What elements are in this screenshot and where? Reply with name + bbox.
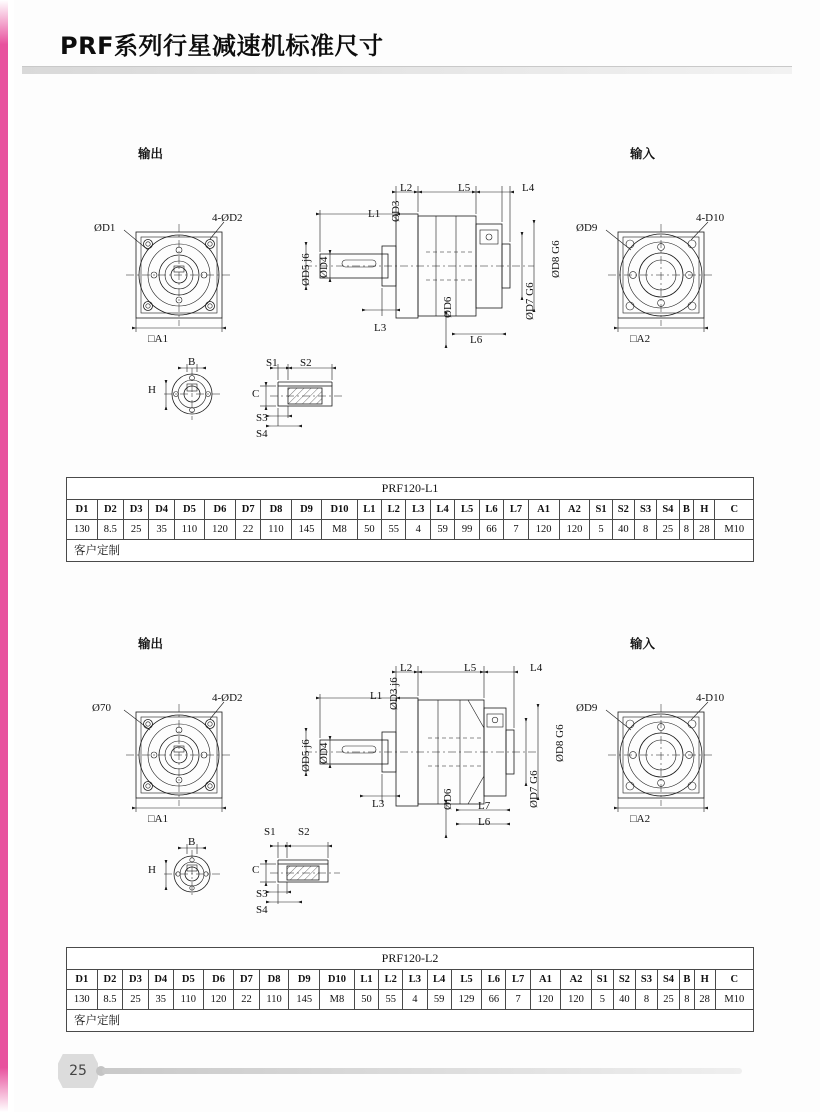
col-header: D1 xyxy=(67,970,98,990)
table-note: 客户定制 xyxy=(67,540,754,562)
figure-bottom xyxy=(60,620,760,940)
col-header: D9 xyxy=(291,500,322,520)
col-header: D4 xyxy=(148,970,173,990)
cell: 5 xyxy=(591,990,613,1010)
figure-bottom-label-l5: L5 xyxy=(464,662,477,674)
cell: 120 xyxy=(205,520,236,540)
figure-top-label-l1: L1 xyxy=(368,208,381,220)
cell: 8 xyxy=(634,520,656,540)
table-note: 客户定制 xyxy=(67,1010,754,1032)
cell: 35 xyxy=(148,990,173,1010)
cell: 120 xyxy=(530,990,561,1010)
cell: 120 xyxy=(528,520,559,540)
figure-top-label-d6: ØD6 xyxy=(442,296,454,318)
figure-top-label-4-d2: 4-ØD2 xyxy=(212,212,243,224)
figure-top-label-l2: L2 xyxy=(400,182,413,194)
table-title: PRF120-L1 xyxy=(67,478,754,500)
col-header: C xyxy=(715,970,753,990)
cell: 4 xyxy=(403,990,427,1010)
figure-bottom-label-l3: L3 xyxy=(372,798,385,810)
figure-top-label-l4: L4 xyxy=(522,182,535,194)
figure-bottom-output-label: 输出 xyxy=(138,636,164,651)
figure-top-right-view xyxy=(590,220,730,340)
cell: 7 xyxy=(506,990,530,1010)
cell: M8 xyxy=(320,990,355,1010)
col-header: L7 xyxy=(504,500,528,520)
col-header: S1 xyxy=(590,500,612,520)
figure-top-detail-bh xyxy=(156,362,230,420)
col-header: D10 xyxy=(322,500,357,520)
figure-top-label-c: C xyxy=(252,388,260,400)
cell: 8.5 xyxy=(97,990,123,1010)
cell: 40 xyxy=(612,520,634,540)
col-header: D10 xyxy=(320,970,355,990)
figure-top-label-s1: S1 xyxy=(266,357,278,369)
cell: 110 xyxy=(174,520,204,540)
figure-top-label-l5: L5 xyxy=(458,182,471,194)
cell: 66 xyxy=(479,520,503,540)
col-header: A2 xyxy=(561,970,592,990)
figure-bottom-label-s1: S1 xyxy=(264,826,276,838)
figure-top-label-l6: L6 xyxy=(470,334,483,346)
cell: 110 xyxy=(173,990,203,1010)
col-header: S2 xyxy=(612,500,634,520)
col-header: D7 xyxy=(235,500,261,520)
col-header: S1 xyxy=(591,970,613,990)
figure-top-label-a2: □A2 xyxy=(630,333,651,345)
table-prf120-l2 xyxy=(66,947,754,1032)
figure-bottom-label-d8: ØD8 G6 xyxy=(554,724,566,762)
figure-bottom-label-l1: L1 xyxy=(370,690,383,702)
figure-top-label-d8: ØD8 G6 xyxy=(550,240,562,278)
cell: 145 xyxy=(291,520,322,540)
col-header: A1 xyxy=(528,500,559,520)
cell: 50 xyxy=(354,990,378,1010)
figure-bottom-label-l6: L6 xyxy=(478,816,491,828)
figure-bottom-label-l4: L4 xyxy=(530,662,543,674)
figure-bottom-label-a2: □A2 xyxy=(630,813,651,825)
figure-top-key-detail xyxy=(256,358,366,434)
col-header: L2 xyxy=(379,970,403,990)
col-header: L5 xyxy=(455,500,479,520)
col-header: C xyxy=(715,500,754,520)
cell: 25 xyxy=(657,990,679,1010)
cell: 99 xyxy=(455,520,479,540)
figure-bottom-section-view xyxy=(296,678,546,848)
col-header: D9 xyxy=(289,970,320,990)
page-number: 25 xyxy=(69,1063,87,1079)
footer-rule xyxy=(102,1068,742,1074)
table-row xyxy=(67,990,754,1010)
cell: 28 xyxy=(694,520,715,540)
cell: M8 xyxy=(322,520,357,540)
col-header: D3 xyxy=(123,500,149,520)
page-header xyxy=(60,26,760,61)
col-header: L3 xyxy=(403,970,427,990)
figure-top-label-d9: ØD9 xyxy=(576,222,598,234)
accent-bar-inner xyxy=(8,0,14,1112)
col-header: D6 xyxy=(203,970,234,990)
col-header: D8 xyxy=(261,500,291,520)
cell: 25 xyxy=(123,520,149,540)
cell: 59 xyxy=(430,520,454,540)
cell: 145 xyxy=(289,990,320,1010)
figure-top-label-d4: ØD4 xyxy=(318,256,330,278)
figure-bottom-label-d6: ØD6 xyxy=(442,788,454,810)
figure-top-label-s3: S3 xyxy=(256,412,268,424)
figure-bottom-right-view xyxy=(590,700,730,820)
figure-top-label-s4: S4 xyxy=(256,428,268,440)
col-header: S2 xyxy=(613,970,635,990)
figure-bottom-label-s3: S3 xyxy=(256,888,268,900)
cell: 22 xyxy=(235,520,261,540)
figure-bottom-label-c: C xyxy=(252,864,260,876)
col-header: L1 xyxy=(357,500,381,520)
figure-bottom-label-d9: ØD9 xyxy=(576,702,598,714)
header-rule xyxy=(22,66,792,74)
cell: 130 xyxy=(67,520,98,540)
cell: 8 xyxy=(680,990,695,1010)
figure-bottom-label-d4: ØD4 xyxy=(318,742,330,764)
col-header: D6 xyxy=(205,500,236,520)
figure-bottom-label-4-d10: 4-D10 xyxy=(696,692,725,704)
cell: 8.5 xyxy=(97,520,123,540)
cell: 4 xyxy=(406,520,430,540)
col-header: D1 xyxy=(67,500,98,520)
col-header: S3 xyxy=(635,970,657,990)
figure-top-label-b: B xyxy=(188,356,196,368)
col-header: L4 xyxy=(430,500,454,520)
page-title: PRF系列行星减速机标准尺寸 xyxy=(60,32,384,60)
cell: 5 xyxy=(590,520,612,540)
page-footer xyxy=(40,1054,780,1088)
col-header: D2 xyxy=(97,500,123,520)
cell: 129 xyxy=(451,990,482,1010)
col-header: L1 xyxy=(354,970,378,990)
cell: 8 xyxy=(635,990,657,1010)
col-header: S4 xyxy=(657,970,679,990)
col-header: D4 xyxy=(149,500,175,520)
figure-top-label-d1: ØD1 xyxy=(94,222,116,234)
cell: 25 xyxy=(657,520,679,540)
cell: 35 xyxy=(149,520,175,540)
figure-top-output-label: 输出 xyxy=(138,146,164,161)
col-header: D8 xyxy=(259,970,289,990)
col-header: B xyxy=(680,970,695,990)
cell: 66 xyxy=(482,990,506,1010)
cell: M10 xyxy=(715,520,754,540)
col-header: D7 xyxy=(234,970,259,990)
cell: 7 xyxy=(504,520,528,540)
cell: M10 xyxy=(715,990,753,1010)
col-header: S4 xyxy=(657,500,679,520)
figure-bottom-label-b: B xyxy=(188,836,196,848)
figure-bottom-label-s2: S2 xyxy=(298,826,310,838)
figure-bottom-left-view xyxy=(108,700,248,820)
figure-top-label-a1: □A1 xyxy=(148,333,169,345)
cell: 110 xyxy=(259,990,289,1010)
figure-bottom-label-4-d2: 4-ØD2 xyxy=(212,692,243,704)
col-header: L6 xyxy=(479,500,503,520)
figure-bottom-label-d5: ØD5 j6 xyxy=(300,739,312,772)
figure-bottom-label-l2: L2 xyxy=(400,662,413,674)
col-header: L3 xyxy=(406,500,430,520)
figure-bottom-label-d3: ØD3 j6 xyxy=(388,677,400,710)
cell: 55 xyxy=(382,520,406,540)
figure-top-label-d3: ØD3 xyxy=(390,200,402,222)
col-header: B xyxy=(679,500,694,520)
table-title: PRF120-L2 xyxy=(67,948,754,970)
figure-top-left-view xyxy=(108,220,248,340)
cell: 22 xyxy=(234,990,259,1010)
figure-top-label-s2: S2 xyxy=(300,357,312,369)
cell: 28 xyxy=(694,990,715,1010)
cell: 50 xyxy=(357,520,381,540)
col-header: L7 xyxy=(506,970,530,990)
col-header: D3 xyxy=(123,970,148,990)
col-header: D5 xyxy=(173,970,203,990)
figure-bottom-detail-bh xyxy=(156,842,230,900)
figure-top-label-d7: ØD7 G6 xyxy=(524,282,536,320)
col-header: D2 xyxy=(97,970,123,990)
figure-bottom-label-d7: ØD7 G6 xyxy=(528,770,540,808)
col-header: A2 xyxy=(559,500,590,520)
figure-bottom-label-a1: □A1 xyxy=(148,813,169,825)
table-row xyxy=(67,520,754,540)
cell: 120 xyxy=(559,520,590,540)
col-header: D5 xyxy=(174,500,204,520)
col-header: S3 xyxy=(634,500,656,520)
col-header: H xyxy=(694,970,715,990)
col-header: L2 xyxy=(382,500,406,520)
cell: 59 xyxy=(427,990,451,1010)
figure-top-section-view xyxy=(296,196,546,356)
cell: 110 xyxy=(261,520,291,540)
figure-bottom-input-label: 输入 xyxy=(630,636,656,651)
col-header: L4 xyxy=(427,970,451,990)
cell: 8 xyxy=(679,520,694,540)
figure-bottom-label-d70: Ø70 xyxy=(92,702,111,714)
cell: 130 xyxy=(67,990,98,1010)
figure-bottom-label-l7: L7 xyxy=(478,800,491,812)
accent-bar xyxy=(0,0,8,1112)
cell: 25 xyxy=(123,990,148,1010)
cell: 120 xyxy=(561,990,592,1010)
figure-top-label-4-d10: 4-D10 xyxy=(696,212,725,224)
col-header: L5 xyxy=(451,970,482,990)
col-header: A1 xyxy=(530,970,561,990)
cell: 40 xyxy=(613,990,635,1010)
col-header: L6 xyxy=(482,970,506,990)
figure-top-label-d5: ØD5 j6 xyxy=(300,253,312,286)
figure-top-input-label: 输入 xyxy=(630,146,656,161)
figure-bottom-label-s4: S4 xyxy=(256,904,268,916)
figure-bottom-label-h: H xyxy=(148,864,156,876)
table-prf120-l1 xyxy=(66,477,754,562)
col-header: H xyxy=(694,500,715,520)
figure-top-label-h: H xyxy=(148,384,156,396)
cell: 120 xyxy=(203,990,234,1010)
figure-top xyxy=(60,130,760,460)
figure-top-label-l3: L3 xyxy=(374,322,387,334)
cell: 55 xyxy=(379,990,403,1010)
